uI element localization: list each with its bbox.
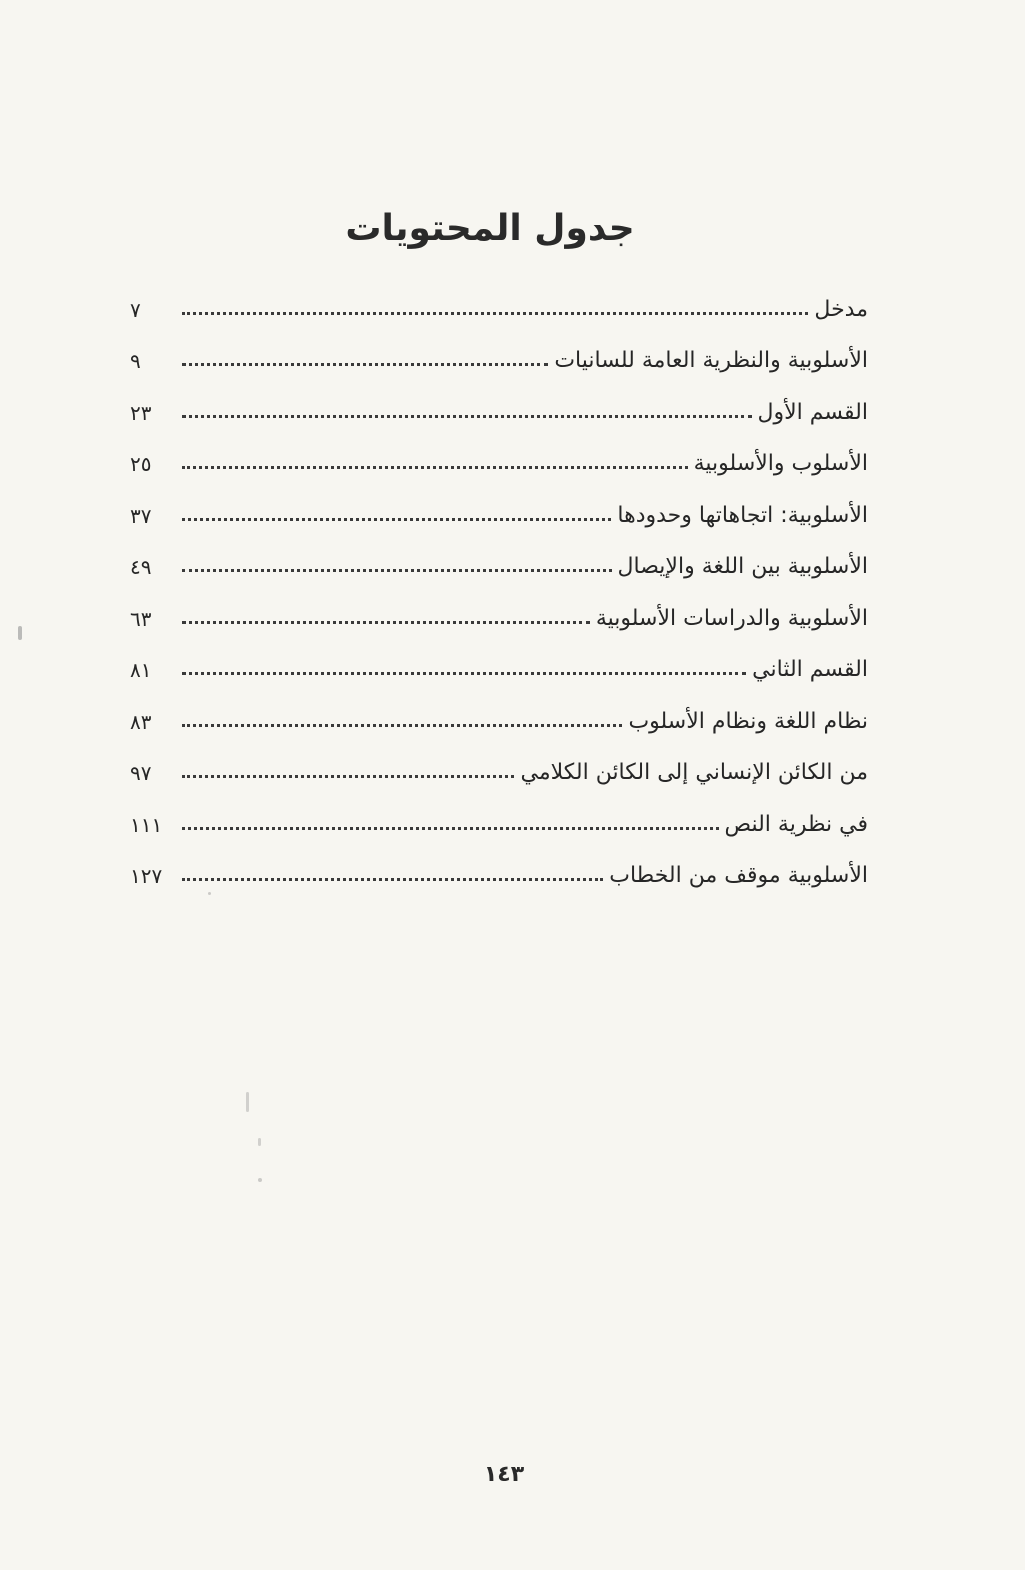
page-number: ١٤٣	[483, 1462, 525, 1487]
toc-entry-title: الأسلوب والأسلوبية	[693, 451, 868, 476]
toc-entry-title: الأسلوبية موقف من الخطاب	[609, 863, 868, 888]
toc-entry-title: الأسلوبية: اتجاهاتها وحدودها	[617, 502, 868, 528]
toc-entry-title: الأسلوبية بين اللغة والإيصال	[617, 554, 868, 579]
toc-entry-title: نظام اللغة ونظام الأسلوب	[628, 708, 868, 734]
toc-leader-dots	[182, 724, 622, 727]
toc-leader-dots	[182, 878, 603, 881]
toc-entry-page: ٨١	[130, 658, 152, 682]
toc-leader-dots	[182, 312, 808, 315]
paper-speck	[258, 1178, 262, 1182]
toc-entry-page: ٦٣	[130, 606, 152, 631]
toc-leader-dots	[182, 466, 688, 469]
page-title: جدول المحتويات	[345, 208, 635, 250]
paper-speck	[246, 1092, 249, 1112]
toc-leader-dots	[182, 827, 719, 830]
toc-entry-page: ٢٥	[130, 452, 152, 476]
toc-entry-page: ٩	[130, 349, 141, 373]
toc-entry[interactable]	[130, 322, 868, 374]
toc-entry-page: ٤٩	[130, 555, 152, 579]
paper-speck	[18, 626, 22, 640]
toc-leader-dots	[182, 775, 514, 778]
paper-speck	[208, 892, 211, 895]
toc-entry-page: ١١١	[130, 812, 163, 837]
toc-entry[interactable]	[130, 734, 868, 786]
toc-entry-title: في نظرية النص	[724, 811, 868, 837]
toc-entry-page: ٧	[130, 297, 141, 322]
toc-entry-title: الأسلوبية والدراسات الأسلوبية	[595, 605, 868, 631]
toc-entry[interactable]	[130, 837, 868, 889]
toc-entry-page: ١٢٧	[130, 864, 163, 888]
toc-entry[interactable]	[130, 682, 868, 734]
toc-entry-title: من الكائن الإنساني إلى الكائن الكلامي	[520, 760, 868, 785]
toc-entry[interactable]	[130, 270, 868, 322]
toc-entry[interactable]	[130, 373, 868, 425]
toc-leader-dots	[182, 569, 612, 572]
toc-entry-page: ٩٧	[130, 761, 152, 785]
toc-entry[interactable]	[130, 631, 868, 683]
toc-leader-dots	[182, 672, 746, 675]
toc-leader-dots	[182, 518, 611, 521]
toc-entry-title: القسم الثاني	[752, 657, 868, 682]
toc-entry[interactable]	[130, 425, 868, 477]
toc-leader-dots	[182, 415, 752, 418]
toc-entry[interactable]	[130, 785, 868, 837]
toc-entry-page: ٨٣	[130, 709, 152, 734]
toc-entry[interactable]	[130, 528, 868, 580]
toc-leader-dots	[182, 621, 590, 624]
toc-entry[interactable]	[130, 579, 868, 631]
toc-entry-page: ٢٣	[130, 400, 152, 425]
toc-entry-title: القسم الأول	[757, 399, 868, 425]
toc-entry-title: مدخل	[814, 296, 868, 322]
table-of-contents	[130, 270, 868, 888]
toc-entry[interactable]	[130, 476, 868, 528]
toc-entry-title: الأسلوبية والنظرية العامة للسانيات	[554, 348, 868, 373]
toc-entry-page: ٣٧	[130, 503, 152, 528]
paper-speck	[258, 1138, 261, 1146]
toc-leader-dots	[182, 363, 548, 366]
